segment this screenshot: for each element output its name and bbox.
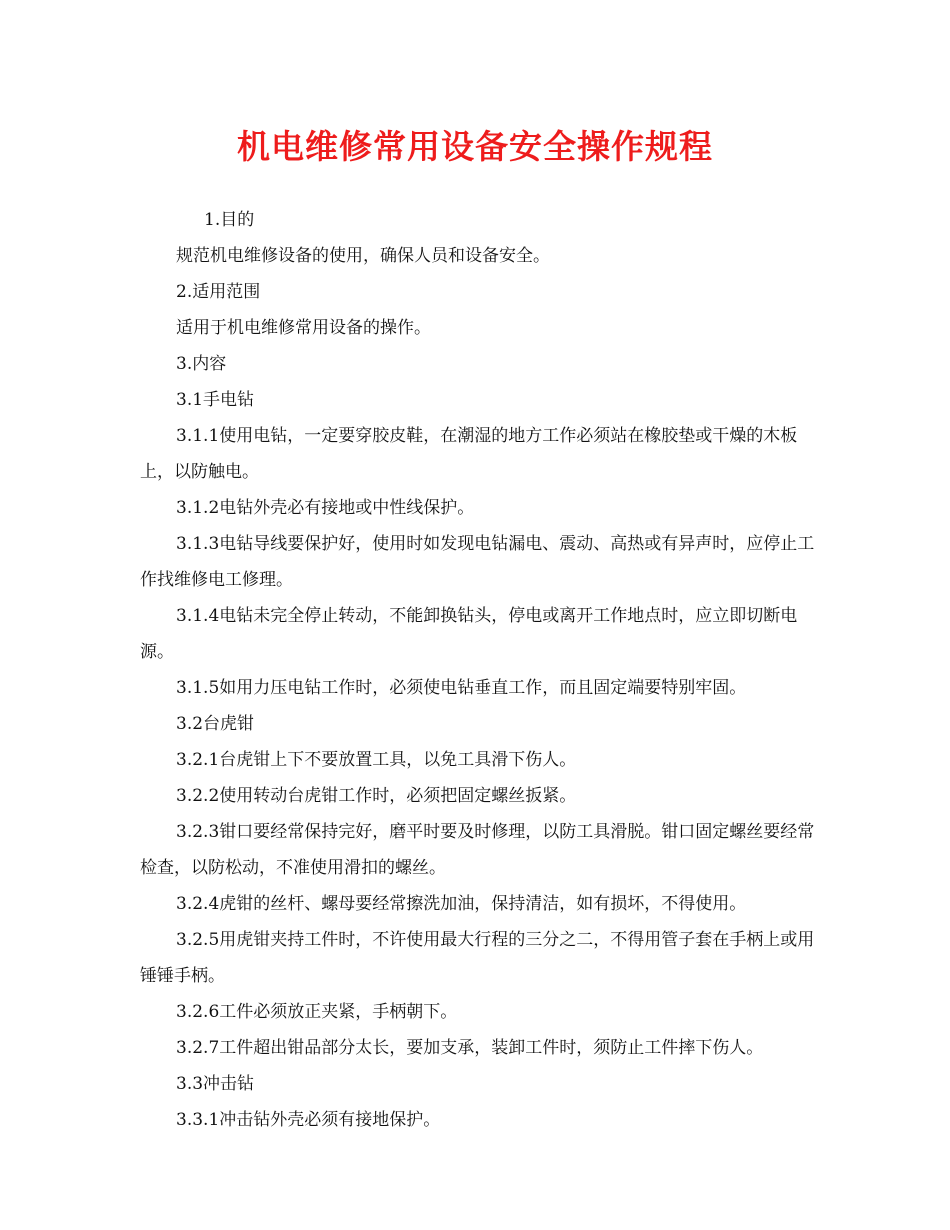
paragraph-19: 3.2.7工件超出钳品部分太长，要加支承，装卸工件时，须防止工件摔下伤人。 [176,1038,764,1058]
paragraph-15: 3.2.3钳口要经常保持完好，磨平时要及时修理，以防工具滑脱。钳口固定螺丝要经常检查，以防松动，不准使用滑扣的螺丝。 [140,822,815,878]
paragraph-16: 3.2.4虎钳的丝杆、螺母要经常擦洗加油，保持清洁，如有损坏，不得使用。 [176,894,747,914]
paragraph-2: 规范机电维修设备的使用，确保人员和设备安全。 [176,246,550,266]
paragraph-21: 3.3.1冲击钻外壳必须有接地保护。 [176,1110,441,1130]
paragraph-11: 3.1.5如用力压电钻工作时，必须使电钻垂直工作，而且固定端要特别牢固。 [176,678,747,698]
paragraph-17: 3.2.5用虎钳夹持工件时，不许使用最大行程的三分之二，不得用管子套在手柄上或用锤锤手柄。 [140,930,815,986]
paragraph-18: 3.2.6工件必须放正夹紧，手柄朝下。 [176,1002,458,1022]
document-title: 机电维修常用设备安全操作规程 [237,127,713,166]
paragraph-1: 1.目的 [204,210,255,230]
paragraph-10: 3.1.4电钻未完全停止转动，不能卸换钻头，停电或离开工作地点时，应立即切断电源。 [140,606,798,662]
paragraph-8: 3.1.2电钻外壳必有接地或中性线保护。 [176,498,475,518]
paragraph-14: 3.2.2使用转动台虎钳工作时，必须把固定螺丝扳紧。 [176,786,577,806]
paragraph-5: 3.内容 [176,354,227,374]
paragraph-4: 适用于机电维修常用设备的操作。 [176,318,431,338]
paragraph-12: 3.2台虎钳 [176,714,255,734]
paragraph-9: 3.1.3电钻导线要保护好，使用时如发现电钻漏电、震动、高热或有异声时，应停止工作找维修电工修理。 [140,534,815,590]
document-body [140,202,820,1138]
paragraph-6: 3.1手电钻 [176,390,255,410]
paragraph-13: 3.2.1台虎钳上下不要放置工具，以免工具滑下伤人。 [176,750,577,770]
paragraph-3: 2.适用范围 [176,282,261,302]
paragraph-7: 3.1.1使用电钻，一定要穿胶皮鞋，在潮湿的地方工作必须站在橡胶垫或干燥的木板上，以防触电。 [140,426,798,482]
paragraph-20: 3.3冲击钻 [176,1074,255,1094]
